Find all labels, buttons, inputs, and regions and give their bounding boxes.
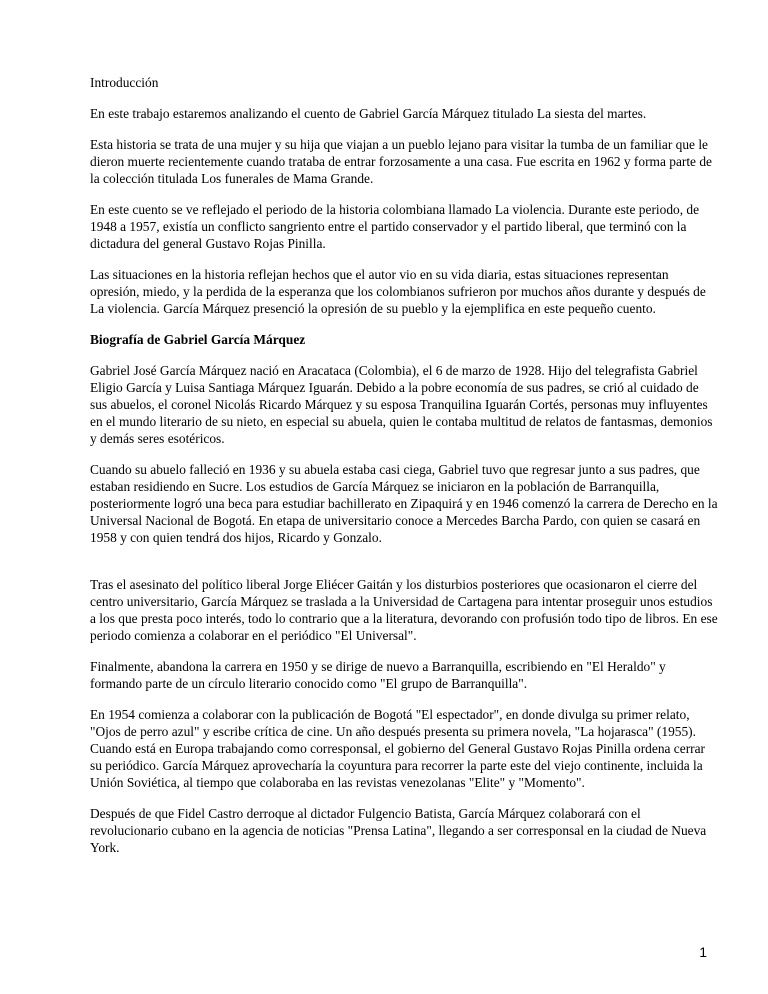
document-page	[90, 74, 718, 870]
intro-paragraph-3: En este cuento se ve reflejado el periodo de la historia colombiana llamado La violencia. Durante este periodo, de 1948 a 1957, existía un conflicto sangriento entre el partido conservador y el partido liberal, que terminó con la dictadura del general Gustavo Rojas Pinilla.	[90, 202, 700, 251]
bio-paragraph-4: Finalmente, abandona la carrera en 1950 y se dirige de nuevo a Barranquilla, escribiendo en "El Heraldo" y formando parte de un círculo literario conocido como "El grupo de Barranquilla".	[90, 659, 666, 691]
biography-heading: Biografía de Gabriel García Márquez	[90, 332, 306, 347]
intro-title: Introducción	[90, 75, 159, 90]
intro-paragraph-2: Esta historia se trata de una mujer y su hija que viajan a un pueblo lejano para visitar la tumba de un familiar que le dieron muerte recientemente cuando trataba de entrar forzosamente a una casa. Fue escrita en 1962 y forma parte de la colección titulada Los funerales de Mama Grande.	[90, 137, 712, 186]
bio-paragraph-6: Después de que Fidel Castro derroque al dictador Fulgencio Batista, García Márquez colaborará con el revolucionario cubano en la agencia de noticias "Prensa Latina", llegando a ser corresponsal en la ciudad de Nueva York.	[90, 806, 707, 855]
page-number: 1	[699, 944, 707, 960]
bio-paragraph-5: En 1954 comienza a colaborar con la publicación de Bogotá "El espectador", en donde divulga su primer relato, "Ojos de perro azul" y escribe crítica de cine. Un año después presenta su primera novela, "La hojarasca" (1955). Cuando está en Europa trabajando como corresponsal, el gobierno del General Gustavo Rojas Pinilla ordena cerrar su periódico. García Márquez aprovecharía la coyuntura para recorrer la parte este del viejo continente, incluida la Unión Soviética, al tiempo que colaboraba en las revistas venezolanas "Elite" y "Momento".	[90, 707, 706, 790]
intro-paragraph-1: En este trabajo estaremos analizando el cuento de Gabriel García Márquez titulado La siesta del martes.	[90, 106, 647, 121]
bio-paragraph-3: Tras el asesinato del político liberal Jorge Eliécer Gaitán y los disturbios posteriores que ocasionaron el cierre del centro universitario, García Márquez se traslada a la Universidad de Cartagena para intentar proseguir unos estudios a los que presta poco interés, todo lo contrario que a la literatura, devorando con profusión todo tipo de libros. En ese periodo comienza a colaborar en el periódico "El Universal".	[90, 577, 718, 643]
bio-paragraph-1: Gabriel José García Márquez nació en Aracataca (Colombia), el 6 de marzo de 1928. Hijo del telegrafista Gabriel Eligio García y Luisa Santiaga Márquez Iguarán. Debido a la pobre economía de sus padres, se crió al cuidado de sus abuelos, el coronel Nicolás Ricardo Márquez y su esposa Tranquilina Iguarán Cortés, personas muy influyentes en el mundo literario de su nieto, en especial su abuela, quien le contaba multitud de relatos de fantasmas, demonios y demás seres esotéricos.	[90, 363, 713, 446]
bio-paragraph-2: Cuando su abuelo falleció en 1936 y su abuela estaba casi ciega, Gabriel tuvo que regresar junto a sus padres, que estaban residiendo en Sucre. Los estudios de García Márquez se iniciaron en la población de Barranquilla, posteriormente logró una beca para estudiar bachillerato en Zipaquirá y en 1946 comenzó la carrera de Derecho en la Universal Nacional de Bogotá. En etapa de universitario conoce a Mercedes Barcha Pardo, con quien se casará en 1958 y con quien tendrá dos hijos, Ricardo y Gonzalo.	[90, 462, 718, 545]
intro-paragraph-4: Las situaciones en la historia reflejan hechos que el autor vio en su vida diaria, estas situaciones representan opresión, miedo, y la perdida de la esperanza que los colombianos sufrieron por muchos años durante y después de La violencia. García Márquez presenció la opresión de su pueblo y la ejemplifica en este pequeño cuento.	[90, 267, 706, 316]
